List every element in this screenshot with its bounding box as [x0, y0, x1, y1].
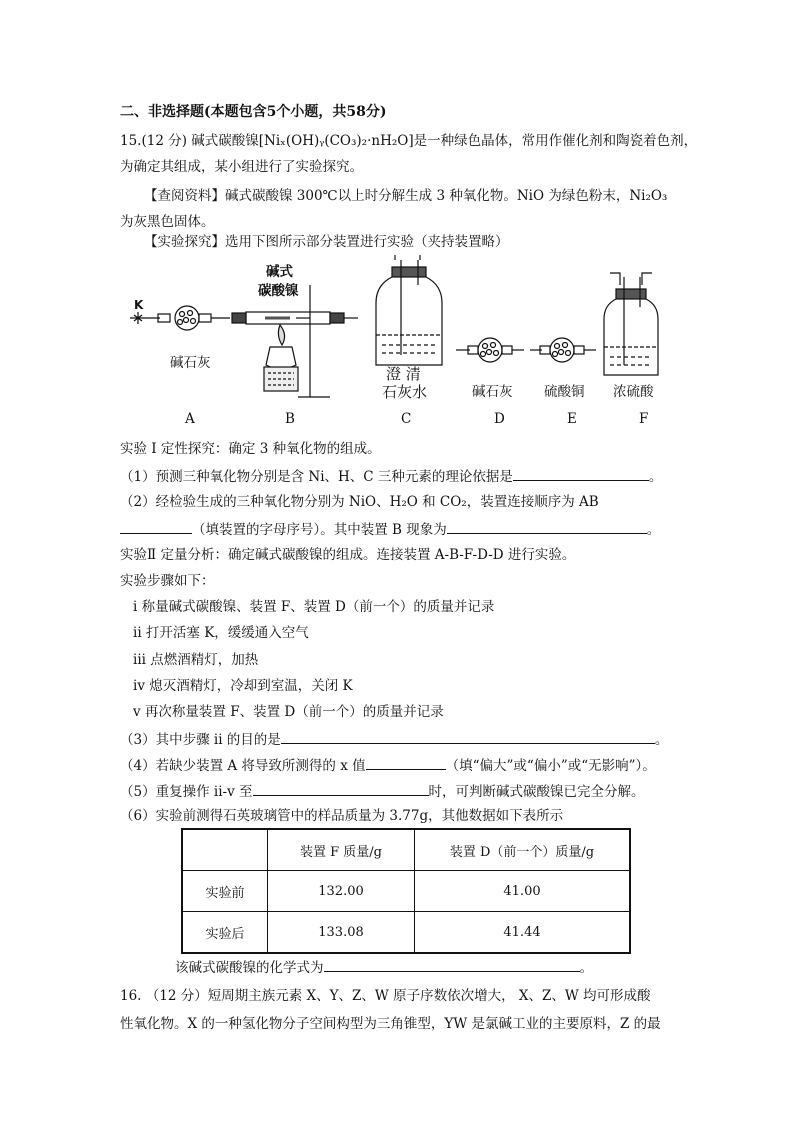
- exp2-step-1: i 称量碱式碳酸镍、装置 F、装置 D（前一个）的质量并记录: [133, 599, 495, 615]
- apparatus-a: [130, 306, 230, 330]
- table-row: [182, 912, 630, 954]
- valve-k-label: K: [134, 298, 144, 312]
- section-title: 二、非选择题(本题包含5个小题，共58分): [120, 104, 387, 120]
- apparatus-f-reagent: 浓硫酸: [613, 384, 654, 400]
- table-row: [182, 871, 630, 912]
- exp2-q6: （6）实验前测得石英玻璃管中的样品质量为 3.77g，其他数据如下表所示: [120, 808, 564, 824]
- table-row-label: 实验前: [182, 871, 268, 912]
- exp1-q2-line1: （2）经检验生成的三种氧化物分别为 NiO、H₂O 和 CO₂，装置连接顺序为 AB: [120, 494, 599, 510]
- apparatus-c-reagent-2: 石灰水: [382, 383, 428, 401]
- table-header-cell: 装置 F 质量/g: [268, 829, 415, 871]
- answer-blank-q5[interactable]: [253, 781, 429, 796]
- apparatus-letter-c: C: [401, 411, 412, 427]
- exp2-title: 实验Ⅱ 定量分析：确定碱式碳酸镍的组成。连接装置 A-B-F-D-D 进行实验。: [120, 547, 576, 563]
- apparatus-b: [232, 285, 358, 397]
- answer-blank-q2-order[interactable]: [120, 519, 192, 534]
- apparatus-a-reagent: 碱石灰: [170, 355, 211, 371]
- exp1-q2-line2: （填装置的字母序号）。其中装置 B 现象为 。: [120, 519, 660, 539]
- q15-intro-line1: 15.(12 分) 碱式碳酸镍[Niₓ(OH)ᵧ(CO₃)₂·nH₂O]是一种绿色晶体，常用作催化剂和陶瓷着色剂，: [120, 133, 698, 149]
- apparatus-e: [530, 338, 596, 362]
- q15-intro-line2: 为确定其组成，某小组进行了实验探究。: [120, 159, 363, 175]
- apparatus-c-reagent-1: 澄 清: [386, 365, 421, 383]
- q16-line1: 16. （12 分）短周期主族元素 X、Y、Z、W 原子序数依次增大， X、Z、W 均可形成酸: [120, 988, 651, 1004]
- answer-blank-formula[interactable]: [324, 957, 580, 972]
- apparatus-letter-a: A: [185, 411, 195, 427]
- apparatus-e-reagent: 硫酸铜: [544, 384, 585, 400]
- exp2-step-2: ii 打开活塞 K，缓缓通入空气: [133, 625, 309, 641]
- table-cell-d: 41.00: [415, 871, 631, 912]
- apparatus-d: [456, 338, 524, 362]
- apparatus-f: [604, 273, 658, 375]
- exp2-steps-title: 实验步骤如下：: [120, 573, 215, 589]
- table-cell-d: 41.44: [415, 912, 631, 954]
- answer-blank-q2-phenomenon[interactable]: [447, 519, 647, 534]
- answer-blank-q3[interactable]: [281, 729, 655, 744]
- apparatus-letter-b: B: [285, 411, 295, 427]
- exp1-q1: （1）预测三种氧化物分别是含 Ni、H、C 三种元素的理论依据是 。: [120, 466, 662, 486]
- exp1-title: 实验 I 定性探究：确定 3 种氧化物的组成。: [120, 441, 381, 457]
- q15-info-line2: 为灰黑色固体。: [120, 214, 215, 230]
- apparatus-c: [376, 255, 442, 365]
- exp2-formula: 该碱式碳酸镍的化学式为 。: [175, 957, 593, 977]
- table-cell-f: 132.00: [268, 871, 415, 912]
- table-cell-f: 133.08: [268, 912, 415, 954]
- exp2-q4: （4）若缺少装置 A 将导致所测得的 x 值 （填“偏大”或“偏小”或“无影响”）。: [120, 755, 656, 775]
- exp2-step-4: iv 熄灭酒精灯，冷却到室温，关闭 K: [133, 678, 353, 694]
- apparatus-letter-d: D: [494, 411, 505, 427]
- exp2-q3: （3）其中步骤 ii 的目的是 。: [120, 729, 668, 749]
- table-row-label: 实验后: [182, 912, 268, 954]
- q16-line2: 性氧化物。X 的一种氢化物分子空间构型为三角锥型，YW 是氯碱工业的主要原料，Z 的最: [120, 1016, 661, 1032]
- answer-blank-q4[interactable]: [366, 755, 446, 770]
- apparatus-letter-e: E: [567, 411, 577, 427]
- apparatus-d-reagent: 碱石灰: [472, 384, 513, 400]
- data-table: [181, 828, 631, 954]
- apparatus-b-label-2: 碳酸镍: [258, 283, 299, 299]
- exp2-q5: （5）重复操作 ii-v 至 时，可判断碱式碳酸镍已完全分解。: [120, 781, 645, 801]
- table-header-cell: [182, 829, 268, 871]
- exp2-step-3: iii 点燃酒精灯，加热: [133, 652, 259, 668]
- apparatus-b-label-1: 碱式: [266, 264, 293, 280]
- apparatus-letter-f: F: [639, 411, 649, 427]
- exp2-step-5: v 再次称量装置 F、装置 D（前一个）的质量并记录: [133, 704, 444, 720]
- table-header-row: [182, 829, 630, 871]
- table-header-cell: 装置 D（前一个）质量/g: [415, 829, 631, 871]
- answer-blank-q1[interactable]: [513, 466, 649, 481]
- q15-info-line1: 【查阅资料】碱式碳酸镍 300℃以上时分解生成 3 种氧化物。NiO 为绿色粉末，Ni₂O₃: [144, 188, 668, 204]
- apparatus-figure: [120, 255, 680, 435]
- q15-explore: 【实验探究】选用下图所示部分装置进行实验（夹持装置略）: [144, 234, 509, 250]
